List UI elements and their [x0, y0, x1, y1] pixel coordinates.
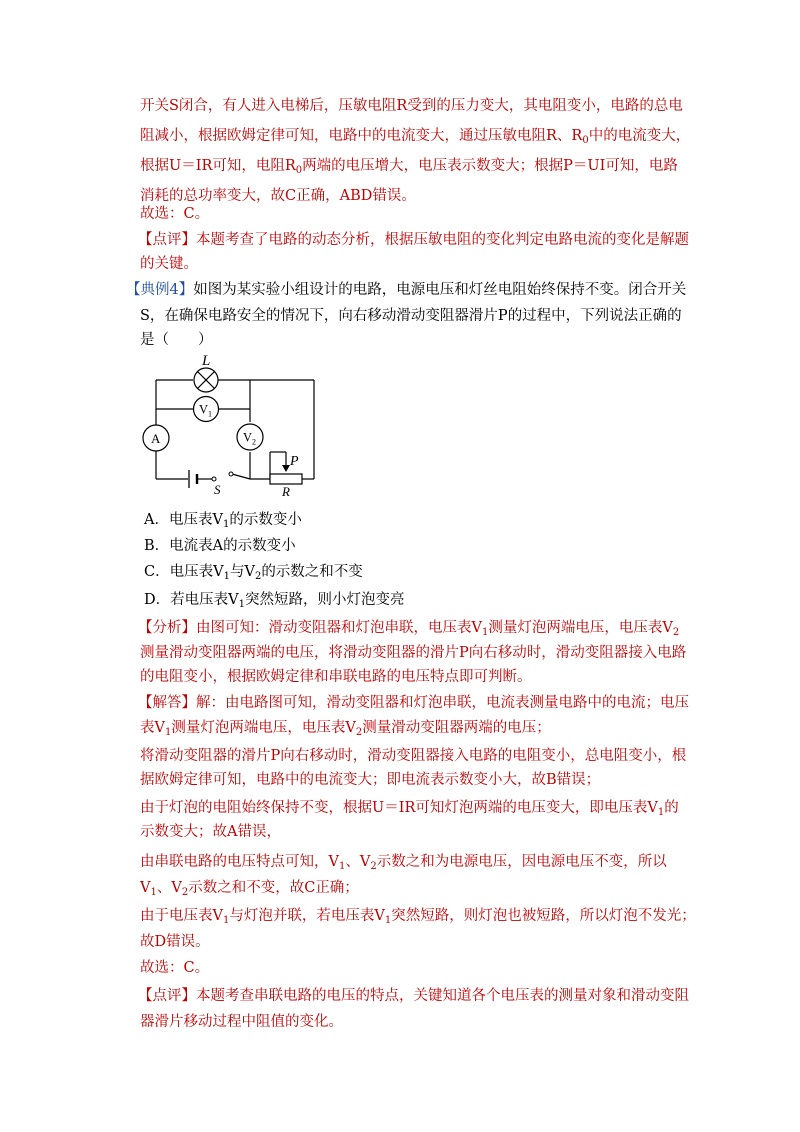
prev-solution-line-4: 消耗的总功率变大，故C正确，ABD错误。 — [140, 188, 416, 204]
answer-line-2: 表$V_1$测量灯泡两端电压，电压表$V_2$测量滑动变阻器两端的电压； — [140, 720, 551, 738]
prev-comment-line-1: 【点评】本题考查了电路的动态分析，根据压敏电阻的变化判定电路电流的变化是解题 — [138, 232, 689, 248]
option-d: D．若电压表$V_1$突然短路，则小灯泡变亮 — [144, 592, 405, 610]
option-b: B．电流表A的示数变小 — [144, 538, 296, 554]
analysis-line-3: 的电阻变小，根据欧姆定律和串联电路的电压特点即可判断。 — [140, 669, 532, 685]
option-a: A．电压表$V_1$的示数变小 — [144, 512, 302, 530]
switch-icon — [212, 472, 233, 481]
prev-solution-line-2: 阻减小，根据欧姆定律可知，电路中的电流变大，通过压敏电阻R、$R_0$中的电流变大， — [140, 128, 691, 146]
prev-answer-choice: 故选：C。 — [140, 206, 210, 222]
switch-label: S — [214, 482, 221, 497]
analysis-line-2: 测量滑动变阻器两端的电压，将滑动变阻器的滑片P向右移动时，滑动变阻器接入电路 — [140, 645, 687, 661]
rheostat-icon — [270, 474, 302, 484]
battery-icon — [189, 470, 197, 488]
ammeter-label: A — [151, 431, 161, 446]
example-question-line-1: 【典例4】如图为某实验小组设计的电路，电源电压和灯丝电阻始终保持不变。闭合开关 — [126, 282, 687, 298]
example-tag: 【典例4】 — [126, 282, 194, 298]
analysis-line-1: 【分析】由图可知：滑动变阻器和灯泡串联，电压表$V_1$测量灯泡两端电压，电压表$V_2$ — [138, 620, 680, 638]
voltmeter-v1-label: $V_1$ — [199, 402, 213, 419]
option-c: C．电压表$V_1$与$V_2$的示数之和不变 — [144, 564, 363, 582]
prev-solution-line-1: 开关S闭合，有人进入电梯后，压敏电阻R受到的压力变大，其电阻变小，电路的总电 — [140, 98, 683, 114]
answer-line-10: 故D错误。 — [140, 934, 210, 950]
comment-line-2: 器滑片移动过程中阻值的变化。 — [140, 1014, 343, 1030]
answer-line-6: 示数变大；故A错误， — [140, 824, 281, 840]
prev-comment-line-2: 的关键。 — [140, 256, 198, 272]
answer-line-9: 由于电压表$V_1$与灯泡并联，若电压表$V_1$突然短路，则灯泡也被短路，所以灯泡不发光； — [140, 908, 696, 926]
switch-blade — [232, 474, 250, 479]
slider-arrow-icon — [282, 465, 290, 472]
slider-label: P — [290, 454, 299, 469]
example-question-line-2: S，在确保电路安全的情况下，向右移动滑动变阻器滑片P的过程中，下列说法正确的 — [140, 308, 682, 324]
example-question-line-3: 是（ ） — [140, 332, 213, 348]
answer-line-4: 据欧姆定律可知，电路中的电流变大；即电流表示数变小大，故B错误； — [140, 772, 601, 788]
voltmeter-v2-label: $V_2$ — [243, 430, 257, 447]
answer-line-3: 将滑动变阻器的滑片P向右移动时，滑动变阻器接入电路的电阻变小，总电阻变小，根 — [140, 748, 687, 764]
answer-line-5: 由于灯泡的电阻始终保持不变，根据U＝IR可知灯泡两端的电压变大，即电压表$V_1$的 — [140, 800, 679, 818]
answer-line-7: 由串联电路的电压特点可知，$V_1$、$V_2$示数之和为电源电压，因电源电压不变，所以 — [140, 854, 667, 872]
answer-line-1: 【解答】解：由电路图可知，滑动变阻器和灯泡串联，电流表测量电路中的电流；电压 — [138, 695, 689, 711]
comment-line-1: 【点评】本题考查串联电路的电压的特点，关键知道各个电压表的测量对象和滑动变阻 — [138, 988, 689, 1004]
prev-solution-line-3: 根据U＝IR可知，电阻$R_0$两端的电压增大，电压表示数变大；根据P＝UI可知，电路 — [140, 158, 678, 176]
lamp-label: L — [202, 353, 211, 369]
answer-line-8: $V_1$、$V_2$示数之和不变，故C正确； — [140, 880, 359, 898]
lamp-icon — [194, 368, 218, 392]
circuit-diagram — [140, 352, 320, 497]
answer-choice: 故选：C。 — [140, 960, 210, 976]
rheostat-label: R — [282, 484, 290, 497]
